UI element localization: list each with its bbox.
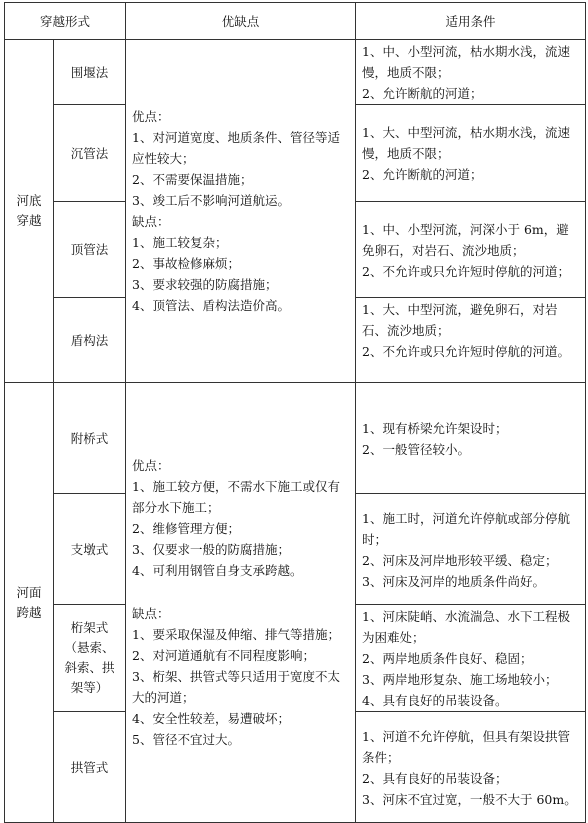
table-row — [5, 40, 586, 105]
method-conditions: 1、河道不允许停航，但具有架设拱管条件； 2、具有良好的吊装设备； 3、河床不宜过宽，一般不大于 60m。 — [356, 712, 586, 823]
method-name: 顶管法 — [54, 202, 126, 298]
method-name: 拱管式 — [54, 712, 126, 823]
method-conditions: 1、大、中型河流，枯水期水浅，流速慢，地质不限； 2、允许断航的河道； — [356, 105, 586, 202]
method-name: 盾构法 — [54, 298, 126, 383]
group-label-riverbed: 河底 穿越 — [5, 40, 54, 383]
header-conditions: 适用条件 — [356, 3, 586, 40]
pros-cons-riverbed: 优点： 1、对河道宽度、地质条件、管径等适应性较大； 2、不需要保温措施； 3、竣工后不影响河道航运。 缺点： 1、施工较复杂； 2、事故检修麻烦； 3、要求较强的防腐措施； 4、顶管法、盾构法造价高。 — [126, 40, 356, 383]
method-conditions: 1、大、中型河流，避免卵石，对岩石、流沙地质； 2、不允许或只允许短时停航的河道。 — [356, 298, 586, 383]
method-name: 附桥式 — [54, 383, 126, 494]
header-row — [5, 3, 586, 40]
crossing-table — [4, 2, 586, 823]
method-conditions: 1、河床陡峭、水流湍急、水下工程极为困难处； 2、两岸地质条件良好、稳固； 3、两岸地形复杂、施工场地较小； 4、具有良好的吊装设备。 — [356, 605, 586, 712]
method-name: 桁架式 （悬索、 斜索、拱 架等） — [54, 605, 126, 712]
table-row — [5, 383, 586, 494]
header-pros-cons: 优缺点 — [126, 3, 356, 40]
method-conditions: 1、施工时，河道允许停航或部分停航时； 2、河床及河岸地形较平缓、稳定； 3、河床及河岸的地质条件尚好。 — [356, 494, 586, 605]
method-conditions: 1、中、小型河流，枯水期水浅，流速慢，地质不限； 2、允许断航的河道； — [356, 40, 586, 105]
pros-cons-overwater: 优点： 1、施工较方便，不需水下施工或仅有部分水下施工； 2、维修管理方便； 3、仅要求一般的防腐措施； 4、可利用钢管自身支承跨越。 缺点： 1、要采取保湿及伸缩、排气等措施； 2、对河道通航有不同程度影响； 3、桁架、拱管式等只适用于宽度不太大的河道； 4、安全性较差，易遭破坏； 5、管径不宜过大。 — [126, 383, 356, 823]
group-label-overwater: 河面 跨越 — [5, 383, 54, 823]
method-conditions: 1、现有桥梁允许架设时； 2、一般管径较小。 — [356, 383, 586, 494]
header-crossing-type: 穿越形式 — [5, 3, 126, 40]
method-name: 沉管法 — [54, 105, 126, 202]
method-conditions: 1、中、小型河流，河深小于 6m，避免卵石，对岩石、流沙地质； 2、不允许或只允许短时停航的河道； — [356, 202, 586, 298]
method-name: 支墩式 — [54, 494, 126, 605]
method-name: 围堰法 — [54, 40, 126, 105]
